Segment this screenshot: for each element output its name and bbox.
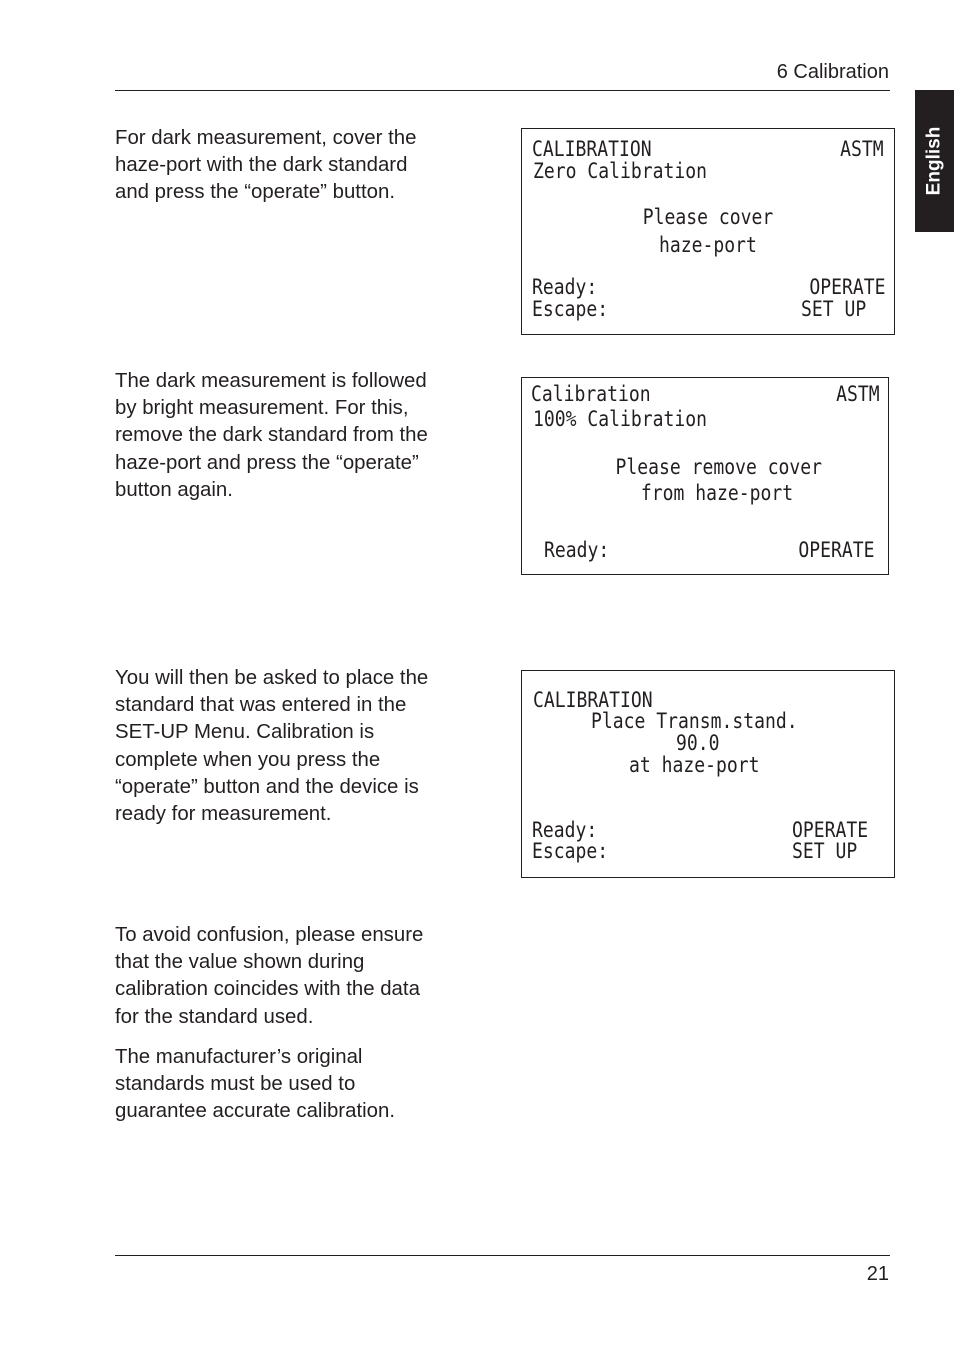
lcd-standard-value: 90.0 (676, 731, 720, 755)
lcd-subtitle: Zero Calibration (533, 159, 707, 183)
lcd-title: Calibration (531, 382, 651, 406)
header-divider (115, 90, 890, 91)
lcd-message: from haze-port (640, 481, 794, 505)
text-line: The manufacturer’s original (115, 1046, 363, 1068)
text-line: “operate” button and the device is (115, 775, 419, 798)
text-line: button again. (115, 478, 233, 501)
lcd-message: Place Transm.stand. (591, 709, 798, 733)
text-line: guarantee accurate calibration. (115, 1100, 395, 1123)
lcd-operate-key: OPERATE (809, 275, 886, 299)
lcd-setup-key: SET UP (801, 297, 867, 321)
text-line: remove the dark standard from the (115, 424, 428, 447)
paragraph-original-standards (115, 1044, 485, 1126)
text-line: complete when you press the (115, 748, 381, 771)
text-line: standard that was entered in the (115, 694, 407, 717)
text-line: You will then be asked to place the (115, 667, 429, 689)
lcd-message: Please cover (642, 205, 774, 229)
lcd-ready-label: Ready: (532, 275, 598, 299)
lcd-message: Please remove cover (615, 455, 823, 479)
text-line: SET-UP Menu. Calibration is (115, 721, 375, 744)
lcd-escape-label: Escape: (532, 297, 609, 321)
lcd-display-zero-calibration (521, 128, 895, 335)
text-line: haze-port and press the “operate” (115, 451, 419, 474)
lcd-operate-key: OPERATE (798, 538, 875, 562)
lcd-display-place-standard (521, 670, 895, 878)
paragraph-bright-measurement (115, 368, 485, 504)
section-title: 6 Calibration (776, 61, 889, 83)
page-number: 21 (866, 1263, 889, 1285)
lcd-operate-key: OPERATE (792, 818, 869, 842)
lcd-mode: ASTM (840, 137, 884, 161)
lcd-escape-label: Escape: (532, 839, 609, 863)
lcd-ready-label: Ready: (532, 818, 598, 842)
lcd-display-100-calibration (521, 377, 889, 575)
lcd-title: CALIBRATION (533, 688, 653, 712)
lcd-message: at haze-port (629, 753, 760, 777)
text-line: haze-port with the dark standard (115, 154, 408, 177)
lcd-message: haze-port (659, 233, 757, 257)
language-tab (915, 90, 954, 232)
text-line: for the standard used. (115, 1005, 314, 1028)
text-line: and press the “operate” button. (115, 181, 395, 204)
paragraph-dark-measurement (115, 125, 485, 207)
text-line: The dark measurement is followed (115, 370, 427, 392)
footer-divider (115, 1255, 890, 1256)
paragraph-place-standard (115, 665, 485, 828)
text-line: ready for measurement. (115, 803, 332, 826)
text-line: that the value shown during (115, 951, 365, 974)
text-line: For dark measurement, cover the (115, 127, 417, 149)
lcd-title: CALIBRATION (532, 137, 652, 161)
text-line: calibration coincides with the data (115, 978, 420, 1001)
lcd-ready-label: Ready: (544, 538, 610, 562)
text-line: by bright measurement. For this, (115, 397, 409, 420)
lcd-mode: ASTM (836, 382, 880, 406)
text-line: To avoid confusion, please ensure (115, 924, 424, 946)
text-line: standards must be used to (115, 1073, 356, 1096)
language-tab-label: English (923, 126, 945, 196)
lcd-subtitle: 100% Calibration (533, 407, 707, 431)
lcd-setup-key: SET UP (792, 839, 858, 863)
paragraph-avoid-confusion (115, 922, 485, 1031)
